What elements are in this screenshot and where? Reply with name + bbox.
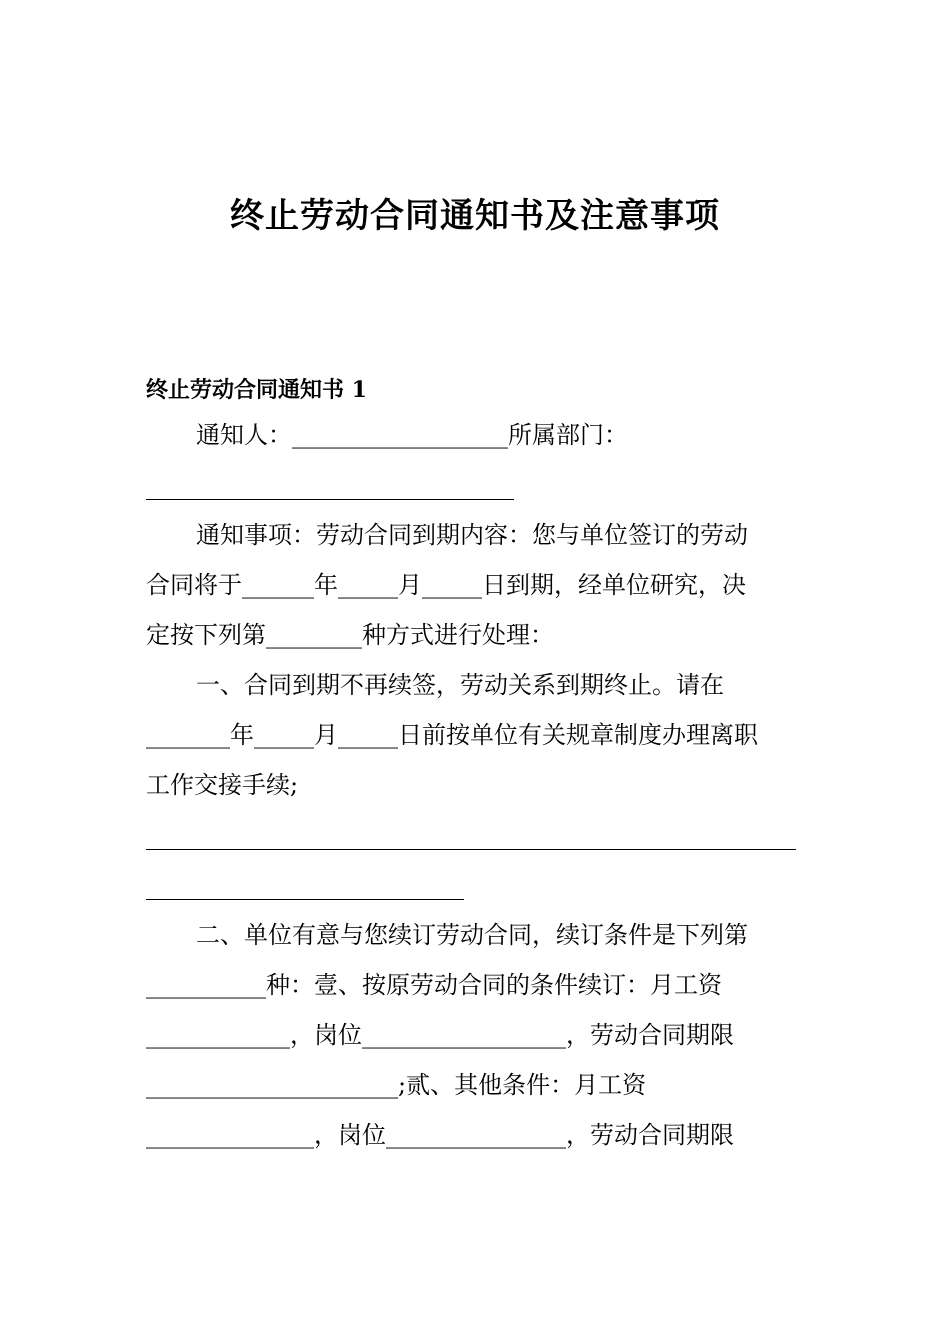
option-two-line-2: __________种：壹、按原劳动合同的条件续订：月工资: [146, 971, 722, 999]
notice-line-1: 通知事项：劳动合同到期内容：您与单位签订的劳动: [196, 521, 748, 549]
option-one-line-1: 一、合同到期不再续签，劳动关系到期终止。请在: [196, 671, 724, 699]
option-two-line-4: _____________________;贰、其他条件：月工资: [146, 1071, 647, 1099]
option-one-line-2: _______年_____月_____日前按单位有关规章制度办理离职: [146, 721, 758, 749]
blank-underline: [146, 499, 514, 500]
document-title: 终止劳动合同通知书及注意事项: [230, 195, 720, 236]
notice-line-2: 合同将于______年_____月_____日到期，经单位研究，决: [146, 571, 746, 599]
blank-underline: [146, 899, 464, 900]
option-two-line-5: ______________，岗位_______________，劳动合同期限: [146, 1121, 734, 1149]
notice-line-3: 定按下列第________种方式进行处理：: [146, 621, 554, 649]
document-body: [146, 370, 798, 1160]
option-two-line-3: ____________，岗位_________________，劳动合同期限: [146, 1021, 734, 1049]
notifier-line: 通知人：__________________所属部门：: [196, 421, 628, 449]
fill-in-rule-full: [146, 810, 798, 860]
option-one-line-3: 工作交接手续;: [146, 771, 299, 799]
fill-in-rule-partial: [146, 860, 798, 910]
section-heading: 终止劳动合同通知书 1: [146, 377, 367, 403]
department-blank-rule: [146, 460, 798, 510]
blank-underline: [146, 849, 796, 850]
option-two-line-1: 二、单位有意与您续订劳动合同，续订条件是下列第: [196, 921, 748, 949]
